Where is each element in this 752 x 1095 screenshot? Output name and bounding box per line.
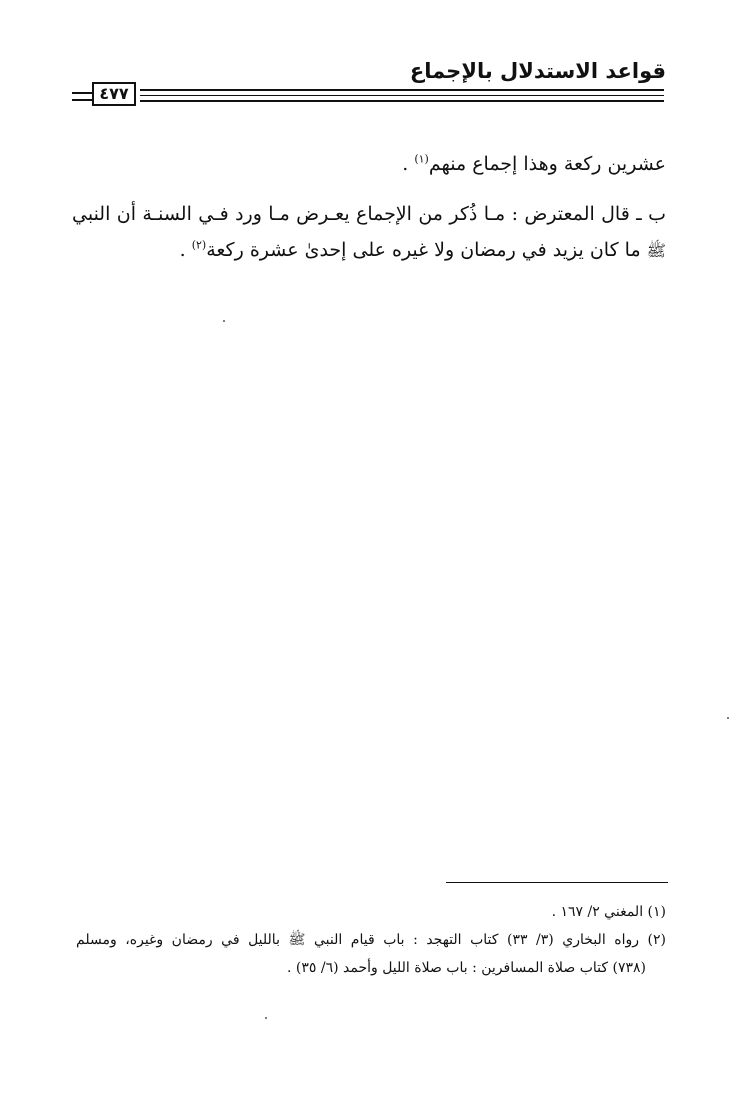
header-rule	[140, 95, 664, 96]
body-paragraph	[72, 146, 666, 182]
footnote-2-line-1: (٢) رواه البخاري (٣/ ٣٣) كتاب التهجد : باب قيام النبي ﷺ بالليل في رمضان وغيره، ومسلم	[76, 932, 667, 948]
header-rule	[72, 92, 92, 94]
footnote-reference[interactable]: (٢)	[191, 238, 207, 252]
running-header-title: قواعد الاستدلال بالإجماع	[409, 59, 666, 83]
salutation-glyph: ﷺ	[646, 241, 666, 260]
footnote-2-line-2: (٧٣٨) كتاب صلاة المسافرين : باب صلاة الليل وأحمد (٦/ ٣٥) .	[286, 960, 646, 976]
scan-speck	[265, 1017, 267, 1019]
scan-speck	[727, 717, 729, 719]
paragraph-text: ب ـ قال المعترض : مـا ذُكر من الإجماع يعـرض مـا ورد فـي السنـة أن النبي	[72, 203, 666, 225]
footnote-reference[interactable]: (١)	[414, 152, 429, 166]
paragraph-tail: .	[402, 153, 415, 175]
body-paragraph	[72, 196, 666, 269]
paragraph-tail: .	[179, 239, 192, 261]
header-rule	[140, 100, 664, 102]
paragraph-text: ما كان يزيد في رمضان ولا غيره على إحدىٰ عشرة ركعة	[206, 239, 647, 261]
paragraph-text: عشرين ركعة وهذا إجماع منهم	[428, 153, 666, 175]
footnotes	[76, 898, 666, 982]
footnote-separator	[446, 882, 668, 883]
page-number: ٤٧٧	[92, 82, 136, 106]
footnote-1: (١) المغني ٢/ ١٦٧ .	[551, 904, 666, 920]
header-rule	[72, 99, 92, 101]
header-rule	[140, 89, 664, 91]
scan-speck	[223, 320, 225, 322]
